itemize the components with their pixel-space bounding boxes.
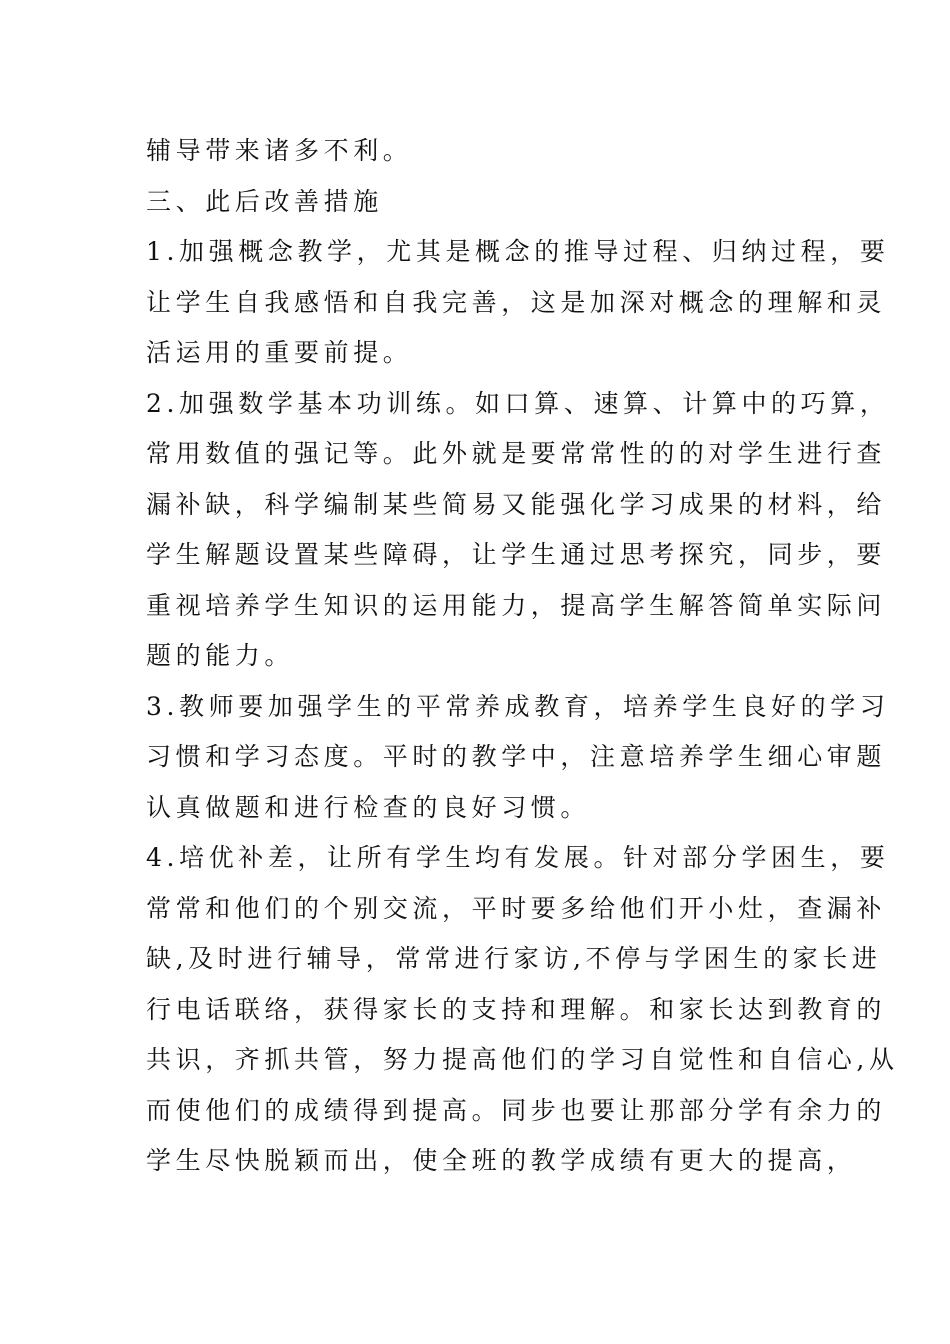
text-line: 常用数值的强记等。此外就是要常常性的的对学生进行查 bbox=[146, 439, 887, 468]
text-line: 常常和他们的个别交流，平时要多给他们开小灶，查漏补 bbox=[146, 893, 887, 923]
text-line: 认真做题和进行检查的良好习惯。 bbox=[146, 792, 591, 822]
text-line: 3.教师要加强学生的平常养成教育，培养学生良好的学习 bbox=[146, 691, 890, 721]
paragraph-measure-3 bbox=[146, 682, 890, 834]
text-line: 共识，齐抓共管，努力提高他们的学习自觉性和自信心,从 bbox=[146, 1045, 899, 1074]
text-line: 学生解题设置某些障碍，让学生通过思考探究，同步，要 bbox=[146, 540, 887, 569]
text-line: 而使他们的成绩得到提高。同步也要让那部分学有余力的 bbox=[146, 1095, 887, 1125]
text-line: 漏补缺，科学编制某些简易又能强化学习成果的材料，给 bbox=[146, 489, 887, 519]
text-line: 习惯和学习态度。平时的教学中，注意培养学生细心审题 bbox=[146, 742, 887, 771]
paragraph-measure-2 bbox=[146, 379, 890, 682]
text-line: 行电话联络，获得家长的支持和理解。和家长达到教育的 bbox=[146, 994, 887, 1024]
text-line: 三、此后改善措施 bbox=[146, 186, 383, 216]
text-line: 学生尽快脱颖而出，使全班的教学成绩有更大的提高， bbox=[146, 1146, 857, 1175]
paragraph-measure-1 bbox=[146, 227, 890, 379]
paragraph-measure-4 bbox=[146, 833, 899, 1187]
section-heading bbox=[146, 177, 808, 228]
text-line: 题的能力。 bbox=[146, 641, 295, 670]
text-line: 辅导带来诸多不利。 bbox=[146, 136, 413, 165]
text-line: 缺,及时进行辅导，常常进行家访,不停与学困生的家长进 bbox=[146, 944, 882, 973]
text-line: 1.加强概念教学，尤其是概念的推导过程、归纳过程，要 bbox=[146, 237, 890, 266]
text-line: 活运用的重要前提。 bbox=[146, 338, 413, 367]
text-line: 重视培养学生知识的运用能力，提高学生解答简单实际问 bbox=[146, 590, 887, 620]
paragraph-intro-tail bbox=[146, 126, 808, 177]
document-body bbox=[146, 126, 899, 1187]
text-line: 让学生自我感悟和自我完善，这是加深对概念的理解和灵 bbox=[146, 287, 887, 317]
text-line: 4.培优补差，让所有学生均有发展。针对部分学困生，要 bbox=[146, 843, 890, 872]
text-line: 2.加强数学基本功训练。如口算、速算、计算中的巧算， bbox=[146, 388, 890, 418]
